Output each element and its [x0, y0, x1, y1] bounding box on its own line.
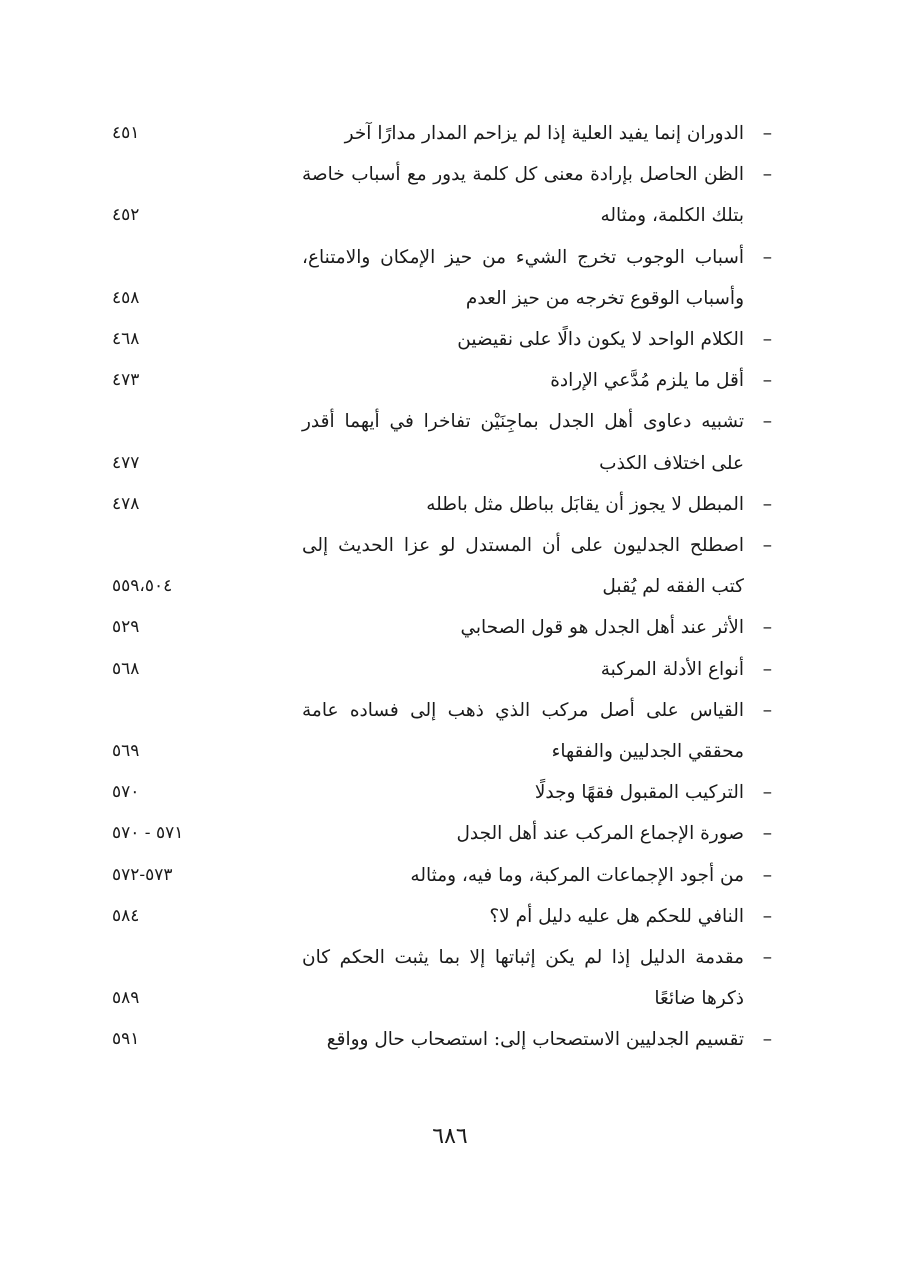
- entry-dash: –: [762, 658, 772, 680]
- entry-page-ref: ٤٧٨: [112, 493, 140, 514]
- entry-page-ref: ٥٧١ - ٥٧٠: [112, 823, 184, 844]
- index-entry: [112, 401, 772, 483]
- entry-label: تقسيم الجدليين الاستصحاب إلى: استصحاب حال وواقع: [326, 1029, 744, 1051]
- entry-text: [302, 525, 772, 607]
- entry-dash: –: [762, 699, 772, 721]
- entry-page-ref: ٤٥١: [112, 123, 140, 143]
- index-entry: [112, 525, 772, 607]
- entry-page-ref: ٤٧٧: [112, 452, 140, 473]
- entry-page-ref: ٥٢٩: [112, 617, 140, 638]
- entry-label: أقل ما يلزم مُدَّعي الإرادة: [550, 370, 744, 392]
- entry-dash: –: [762, 1029, 772, 1051]
- entry-label: القياس على أصل مركب الذي ذهب إلى فساده عامة محققي الجدليين والفقهاء: [302, 699, 744, 763]
- index-entry: [112, 1019, 772, 1060]
- entry-dash: –: [762, 246, 772, 268]
- index-entry: [112, 813, 772, 854]
- entry-text: [302, 113, 772, 154]
- entry-label: المبطل لا يجوز أن يقابَل بباطل مثل باطله: [426, 493, 744, 515]
- index-entry: [112, 484, 772, 525]
- index-entry: [112, 896, 772, 937]
- entry-label: مقدمة الدليل إذا لم يكن إثباتها إلا بما يثبت الحكم كان ذكرها ضائعًا: [302, 947, 744, 1010]
- entry-label: من أجود الإجماعات المركبة، وما فيه، ومثاله: [410, 864, 744, 886]
- entry-page-ref: ٥٨٤: [112, 905, 140, 926]
- entry-text: [302, 649, 772, 690]
- entry-label: أنواع الأدلة المركبة: [600, 658, 744, 680]
- entry-page-ref: ٤٧٣: [112, 370, 140, 391]
- entry-page-ref: ٤٥٢: [112, 205, 140, 226]
- entry-dash: –: [762, 782, 772, 804]
- index-entry: [112, 237, 772, 319]
- index-entry: [112, 607, 772, 648]
- entry-dash: –: [762, 823, 772, 845]
- entry-text: [302, 772, 772, 813]
- index-entry: [112, 360, 772, 401]
- entry-page-ref: ٥٧٠: [112, 782, 140, 803]
- entry-page-ref: ٤٥٨: [112, 287, 140, 308]
- entry-text: [302, 813, 772, 854]
- index-entry: [112, 649, 772, 690]
- entry-page-ref: ٥٦٨: [112, 658, 140, 679]
- index-entry: [112, 319, 772, 360]
- entry-label: صورة الإجماع المركب عند أهل الجدل: [456, 823, 744, 845]
- entry-dash: –: [762, 493, 772, 515]
- entry-text: [302, 690, 772, 772]
- entry-dash: –: [762, 617, 772, 639]
- entry-label: التركيب المقبول فقهًا وجدلًا: [534, 782, 744, 804]
- entry-text: [302, 855, 772, 896]
- entry-text: [302, 237, 772, 319]
- index-entry: [112, 937, 772, 1019]
- entry-dash: –: [762, 535, 772, 557]
- entry-label: تشبيه دعاوى أهل الجدل بماجِنَيْن تفاخرا في أيهما أقدر على اختلاف الكذب: [302, 411, 744, 474]
- entry-dash: –: [762, 370, 772, 392]
- entry-dash: –: [762, 123, 772, 144]
- entry-text: [302, 360, 772, 401]
- entry-text: [302, 401, 772, 483]
- entry-dash: –: [762, 411, 772, 433]
- entry-page-ref: ٥٩١: [112, 1029, 140, 1050]
- index-entry: [112, 113, 772, 154]
- entry-label: الأثر عند أهل الجدل هو قول الصحابي: [460, 617, 744, 639]
- entry-dash: –: [762, 329, 772, 351]
- entry-page-ref: ٥٦٩: [112, 741, 140, 762]
- entry-text: [302, 319, 772, 360]
- entry-dash: –: [762, 905, 772, 927]
- entry-label: الظن الحاصل بإرادة معنى كل كلمة يدور مع أسباب خاصة بتلك الكلمة، ومثاله: [302, 164, 744, 227]
- index-entry: [112, 855, 772, 896]
- entry-label: الكلام الواحد لا يكون دالًا على نقيضين: [457, 329, 744, 351]
- entry-label: الدوران إنما يفيد العلية إذا لم يزاحم المدار مدارًا آخر: [344, 123, 744, 144]
- entry-dash: –: [762, 864, 772, 886]
- entry-page-ref: ٥٧٣-٥٧٢: [112, 864, 173, 885]
- entry-label: النافي للحكم هل عليه دليل أم لا؟: [489, 905, 744, 927]
- index-entry: [112, 690, 772, 772]
- entry-page-ref: ٤٦٨: [112, 329, 140, 350]
- entry-page-ref: ٥٥٩،٥٠٤: [112, 576, 173, 597]
- entry-text: [302, 896, 772, 937]
- entry-text: [302, 154, 772, 236]
- entry-dash: –: [762, 164, 772, 186]
- index-entry: [112, 154, 772, 236]
- index-entry: [112, 772, 772, 813]
- entry-text: [302, 484, 772, 525]
- entry-page-ref: ٥٨٩: [112, 988, 140, 1009]
- entry-dash: –: [762, 947, 772, 969]
- entry-text: [302, 937, 772, 1019]
- entry-label: اصطلح الجدليون على أن المستدل لو عزا الحديث إلى كتب الفقه لم يُقبل: [302, 535, 744, 598]
- entry-text: [302, 607, 772, 648]
- entry-label: أسباب الوجوب تخرج الشيء من حيز الإمكان والامتناع، وأسباب الوقوع تخرجه من حيز العدم: [302, 246, 744, 309]
- entry-text: [302, 1019, 772, 1060]
- page-number: ٦٨٦: [432, 1124, 468, 1149]
- index-list: [112, 113, 772, 1061]
